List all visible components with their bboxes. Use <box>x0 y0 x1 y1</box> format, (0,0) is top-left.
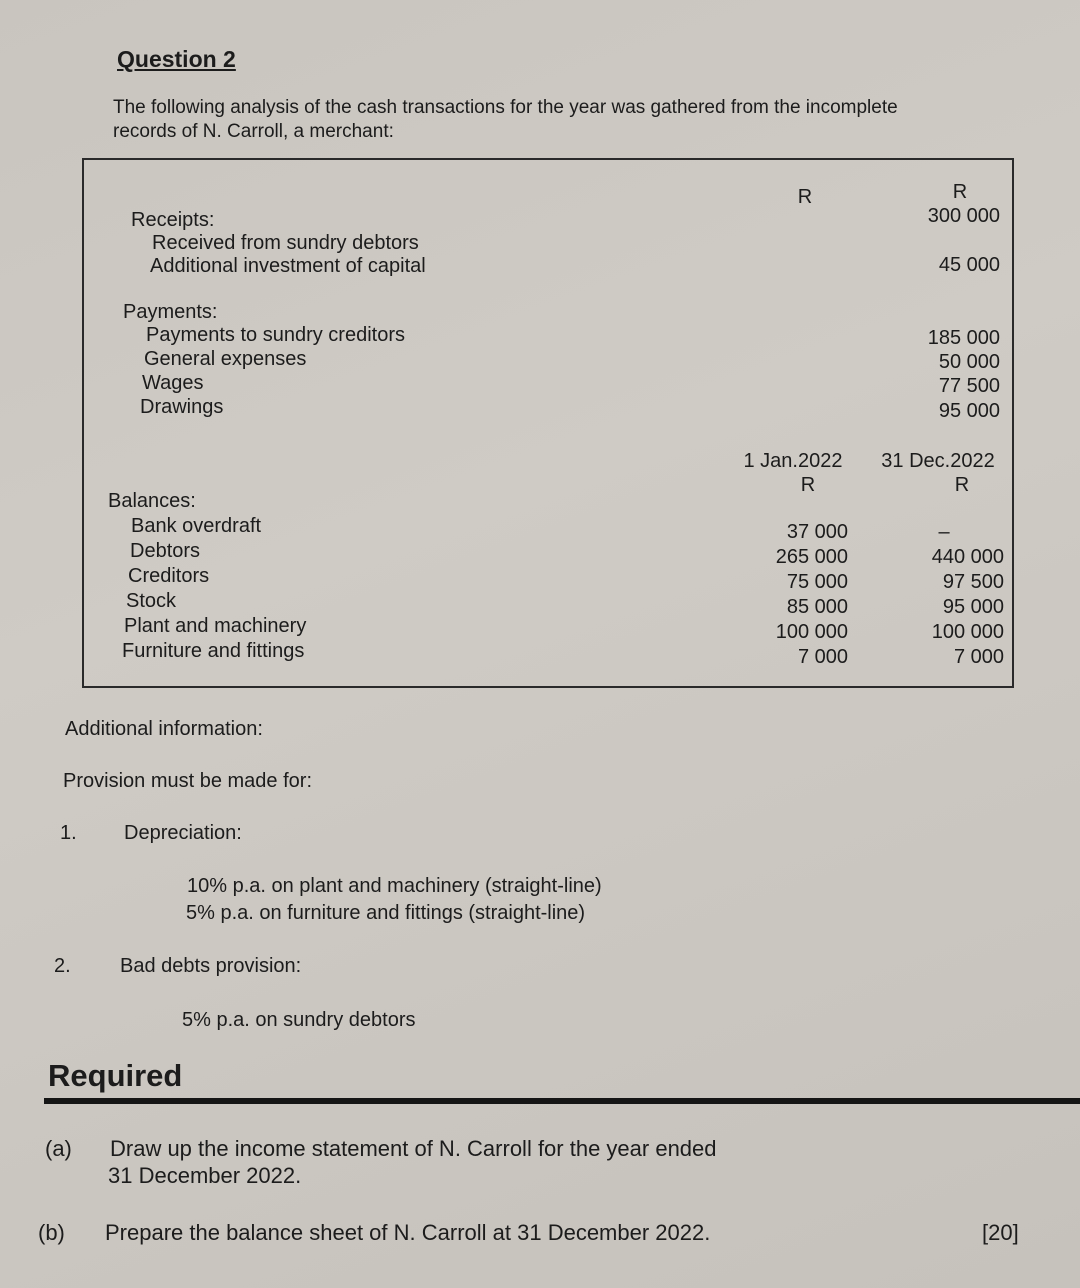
balance-item-label: Furniture and fittings <box>122 640 305 662</box>
bad-debts-title: Bad debts provision: <box>120 955 302 977</box>
part-a-line-2: 31 December 2022. <box>108 1163 302 1188</box>
payments-label: Payments: <box>123 301 218 323</box>
item-number: 2. <box>54 955 71 977</box>
item-number: 1. <box>60 822 77 844</box>
intro-line-1: The following analysis of the cash transactions for the year was gathered from the incomplete <box>113 97 898 118</box>
payment-item-label: Wages <box>142 372 204 394</box>
question-title: Question 2 <box>117 46 236 72</box>
col1-currency: R <box>797 186 813 208</box>
receipt-item-label: Additional investment of capital <box>150 255 426 277</box>
balance-jan-amount: 75 000 <box>786 571 848 593</box>
balance-jan-amount: 37 000 <box>786 521 848 543</box>
balance-dec-amount: 95 000 <box>942 596 1004 618</box>
balance-dec-amount: 97 500 <box>942 571 1004 593</box>
bad-debts-detail: 5% p.a. on sundry debtors <box>182 1009 416 1031</box>
balance-currency-jan: R <box>800 474 816 496</box>
balance-jan-amount: 100 000 <box>775 621 848 643</box>
balance-dec-amount: 100 000 <box>931 621 1004 643</box>
receipts-label: Receipts: <box>131 209 215 231</box>
marks-total: [20] <box>982 1220 1019 1245</box>
payment-item-amount: 95 000 <box>938 400 1000 422</box>
balance-item-label: Debtors <box>130 540 201 562</box>
balance-jan-amount: 7 000 <box>797 646 848 668</box>
receipt-item-amount: 45 000 <box>938 254 1000 276</box>
payment-item-label: Payments to sundry creditors <box>146 324 405 346</box>
balance-dec-amount: 7 000 <box>953 646 1004 668</box>
balance-jan-amount: 85 000 <box>786 596 848 618</box>
balance-jan-amount: 265 000 <box>775 546 848 568</box>
intro-text <box>113 96 898 144</box>
part-a-line-1: Draw up the income statement of N. Carroll for the year ended <box>110 1136 717 1161</box>
depreciation-detail: 5% p.a. on furniture and fittings (straight-line) <box>186 902 586 924</box>
part-b-label: (b) <box>38 1220 65 1245</box>
payment-item-label: General expenses <box>144 348 307 370</box>
balance-item-label: Creditors <box>128 565 210 587</box>
depreciation-detail: 10% p.a. on plant and machinery (straight-line) <box>187 875 602 897</box>
balance-date-jan: 1 Jan.2022 <box>743 450 843 472</box>
payment-item-label: Drawings <box>140 396 224 418</box>
depreciation-title: Depreciation: <box>124 822 242 844</box>
receipt-item-label: Received from sundry debtors <box>152 232 419 254</box>
required-heading: Required <box>48 1058 183 1093</box>
required-divider <box>44 1098 1080 1104</box>
payment-item-amount: 77 500 <box>938 375 1000 397</box>
balance-item-label: Bank overdraft <box>131 515 262 537</box>
payment-item-amount: 185 000 <box>927 327 1000 349</box>
balances-label: Balances: <box>108 490 196 512</box>
intro-line-2: records of N. Carroll, a merchant: <box>113 121 394 142</box>
balance-currency-dec: R <box>954 474 970 496</box>
balance-item-label: Plant and machinery <box>124 615 307 637</box>
receipt-item-amount: 300 000 <box>927 205 1000 227</box>
balance-date-dec: 31 Dec.2022 <box>881 450 995 472</box>
balance-item-label: Stock <box>126 590 177 612</box>
additional-info-heading: Additional information: <box>65 718 263 740</box>
part-b-line-1: Prepare the balance sheet of N. Carroll at 31 December 2022. <box>105 1220 711 1245</box>
col2-currency: R <box>952 181 968 203</box>
part-a-label: (a) <box>45 1136 72 1161</box>
balance-dec-amount: – <box>938 521 950 543</box>
balance-dec-amount: 440 000 <box>931 546 1004 568</box>
payment-item-amount: 50 000 <box>938 351 1000 373</box>
provision-intro: Provision must be made for: <box>63 770 312 792</box>
